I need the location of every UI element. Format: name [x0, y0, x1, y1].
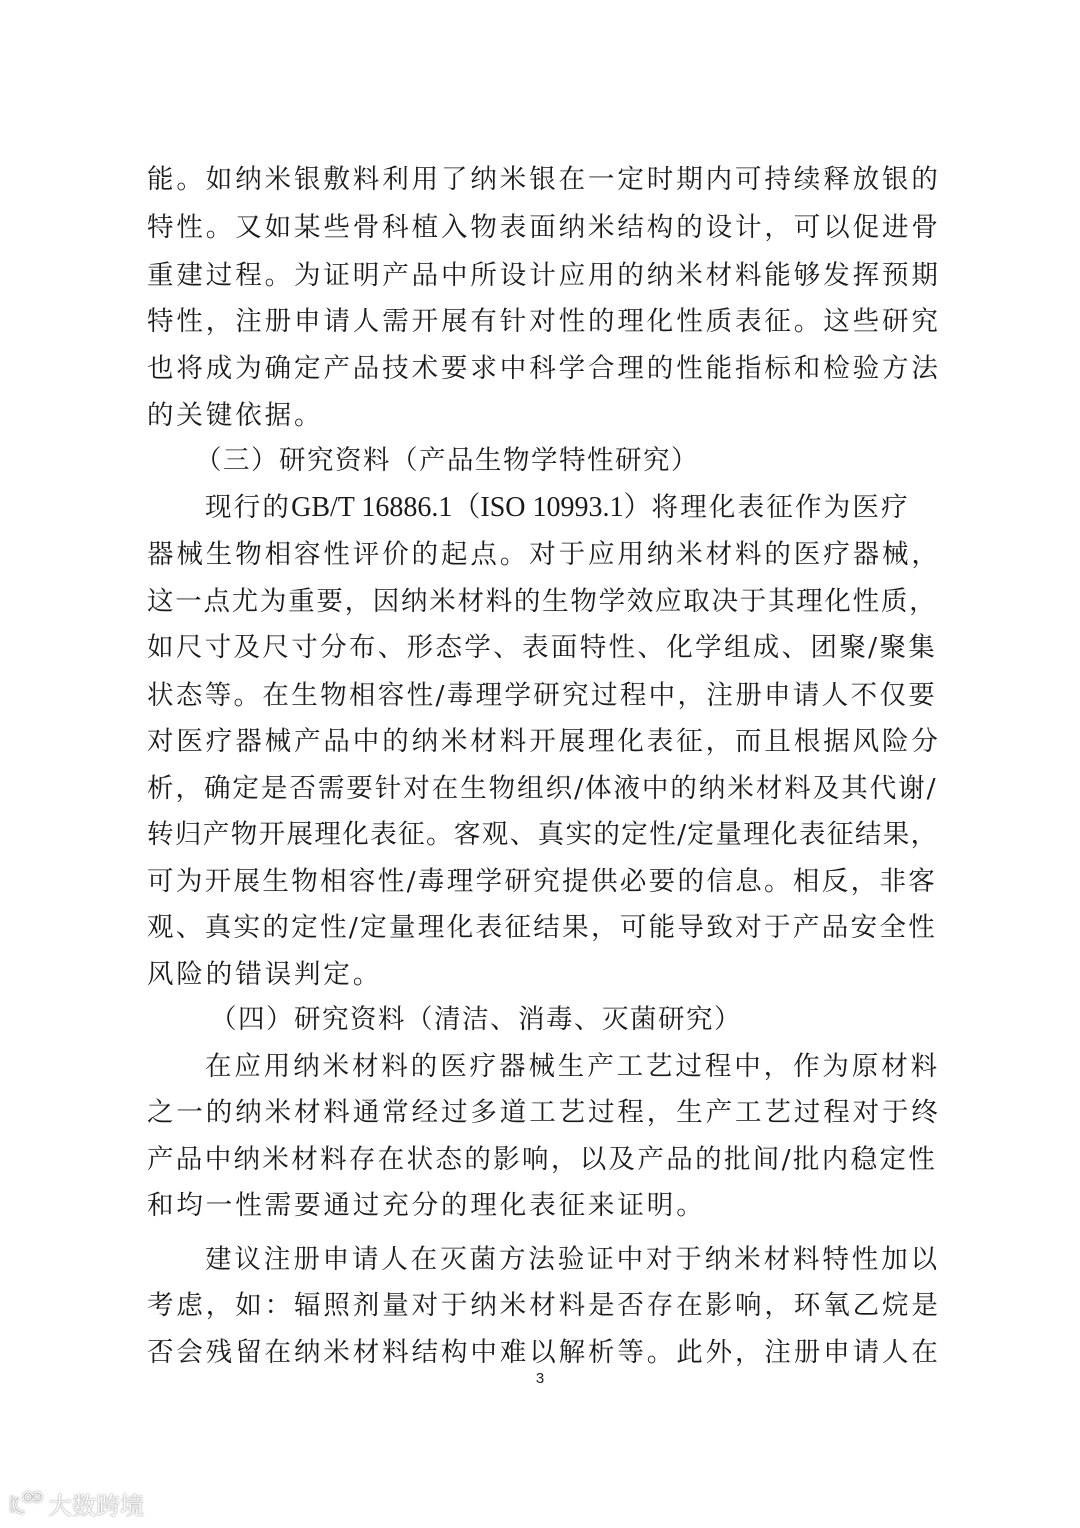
line-text: 现行的: [205, 492, 292, 523]
watermark: [8, 1486, 144, 1521]
paragraph-line: 风险的错误判定。: [147, 959, 383, 990]
paragraph-line: [205, 491, 937, 525]
page-number: 3: [535, 1370, 545, 1387]
paragraph-line: 特性，注册申请人需开展有针对性的理化性质表征。这些研究: [147, 306, 941, 337]
paragraph-line: 考虑，如：辐照剂量对于纳米材料是否存在影响，环氧乙烷是: [147, 1290, 941, 1321]
paragraph-line: 状态等。在生物相容性/毒理学研究过程中，注册申请人不仅要: [147, 680, 937, 711]
paragraph-line: 在应用纳米材料的医疗器械生产工艺过程中，作为原材料: [205, 1051, 940, 1082]
paragraph-line: 析，确定是否需要针对在生物组织/体液中的纳米材料及其代谢/: [147, 773, 937, 804]
paragraph-line: 能。如纳米银敷料利用了纳米银在一定时期内可持续释放银的: [147, 164, 941, 195]
paragraph-line: 也将成为确定产品技术要求中科学合理的性能指标和检验方法: [147, 353, 941, 384]
line-text: 将理化表征作为医疗: [651, 492, 910, 523]
paragraph-line: 产品中纳米材料存在状态的影响，以及产品的批间/批内稳定性: [147, 1144, 937, 1175]
kuajing-logo-icon: [8, 1490, 44, 1518]
paragraph-line: 建议注册申请人在灭菌方法验证中对于纳米材料特性加以: [205, 1244, 940, 1275]
standard-reference: GB/T 16886.1（ISO 10993.1）: [291, 492, 652, 523]
paragraph-line: 之一的纳米材料通常经过多道工艺过程，生产工艺过程对于终: [147, 1097, 941, 1128]
paragraph-line: 重建过程。为证明产品中所设计应用的纳米材料能够发挥预期: [147, 260, 941, 291]
paragraph-line: 如尺寸及尺寸分布、形态学、表面特性、化学组成、团聚/聚集: [147, 632, 937, 663]
section-heading-4: （四）研究资料（清洁、消毒、灭菌研究）: [210, 1004, 742, 1035]
paragraph-line: 否会残留在纳米材料结构中难以解析等。此外，注册申请人在: [147, 1337, 941, 1368]
section-heading-3: （三）研究资料（产品生物学特性研究）: [195, 445, 699, 476]
watermark-text: 大数跨境: [48, 1492, 144, 1520]
paragraph-line: 器械生物相容性评价的起点。对于应用纳米材料的医疗器械，: [147, 539, 941, 570]
paragraph-line: 观、真实的定性/定量理化表征结果，可能导致对于产品安全性: [147, 912, 937, 943]
paragraph-line: 对医疗器械产品中的纳米材料开展理化表征，而且根据风险分: [147, 726, 941, 757]
paragraph-line: 和均一性需要通过充分的理化表征来证明。: [147, 1190, 706, 1221]
paragraph-line: 的关键依据。: [147, 400, 324, 431]
paragraph-line: 这一点尤为重要，因纳米材料的生物学效应取决于其理化性质，: [147, 586, 937, 617]
paragraph-line: 可为开展生物相容性/毒理学研究提供必要的信息。相反，非客: [147, 866, 937, 897]
paragraph-line: 转归产物开展理化表征。客观、真实的定性/定量理化表征结果，: [147, 819, 939, 850]
paragraph-line: 特性。又如某些骨科植入物表面纳米结构的设计，可以促进骨: [147, 212, 941, 243]
